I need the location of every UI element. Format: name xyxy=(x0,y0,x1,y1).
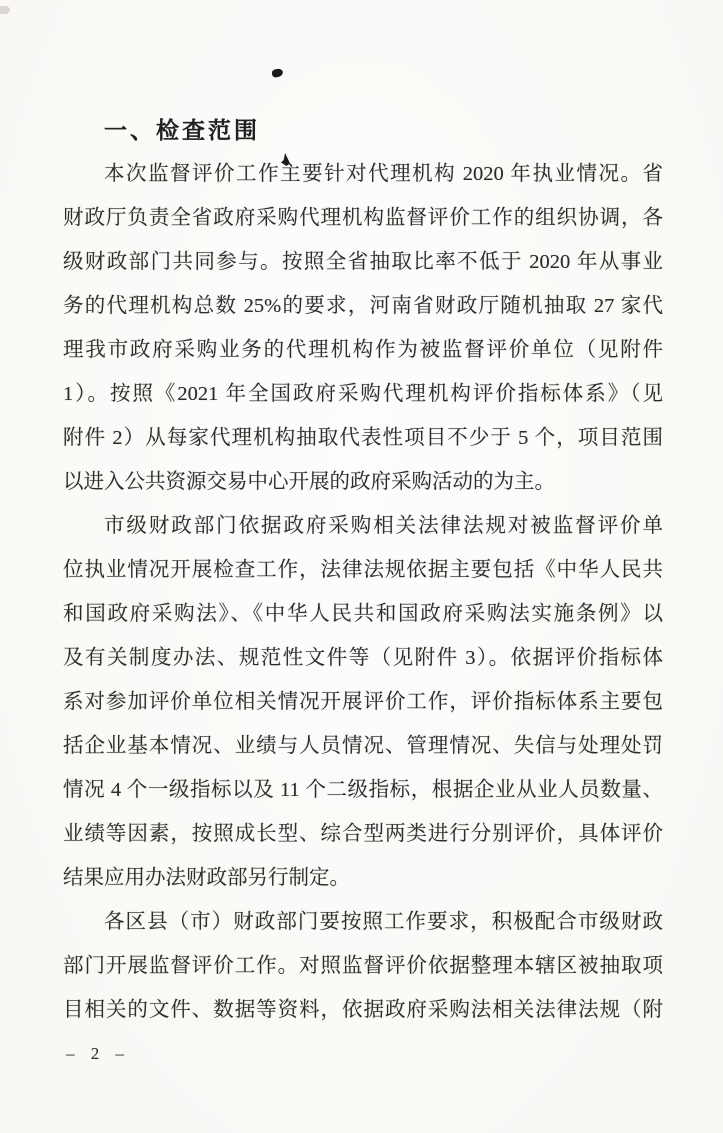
text-line: 位执业情况开展检查工作，法律法规依据主要包括《中华人民共 xyxy=(63,559,663,581)
text-line: 目相关的文件、数据等资料，依据政府采购法相关法律法规（附 xyxy=(63,999,663,1021)
section-heading: 一、检查范围 xyxy=(104,117,260,143)
text-line: 1）。按照《2021 年全国政府采购代理机构评价指标体系》（见 xyxy=(63,383,663,405)
text-line: 业绩等因素，按照成长型、综合型两类进行分别评价，具体评价 xyxy=(63,823,663,845)
ink-blot-mark xyxy=(271,68,283,78)
page-number: – 2 – xyxy=(66,1044,130,1063)
text-line: 以进入公共资源交易中心开展的政府采购活动的为主。 xyxy=(63,471,555,493)
text-line: 本次监督评价工作主要针对代理机构 2020 年执业情况。省 xyxy=(104,163,663,185)
text-line: 系对参加评价单位相关情况开展评价工作，评价指标体系主要包 xyxy=(63,691,663,713)
text-line: 和国政府采购法》、《中华人民共和国政府采购法实施条例》以 xyxy=(63,603,663,625)
text-line: 理我市政府采购业务的代理机构作为被监督评价单位（见附件 xyxy=(63,339,663,361)
text-line: 市级财政部门依据政府采购相关法律法规对被监督评价单 xyxy=(104,515,663,537)
text-line: 务的代理机构总数 25%的要求，河南省财政厅随机抽取 27 家代 xyxy=(63,295,663,317)
text-line: 结果应用办法财政部另行制定。 xyxy=(63,867,350,889)
text-line: 括企业基本情况、业绩与人员情况、管理情况、失信与处理处罚 xyxy=(63,735,663,757)
text-line: 级财政部门共同参与。按照全省抽取比率不低于 2020 年从事业 xyxy=(63,251,663,273)
text-line: 及有关制度办法、规范性文件等（见附件 3）。依据评价指标体 xyxy=(63,647,663,669)
text-line: 部门开展监督评价工作。对照监督评价依据整理本辖区被抽取项 xyxy=(63,955,663,977)
scan-smudge-mark xyxy=(0,6,10,14)
text-line: 财政厅负责全省政府采购代理机构监督评价工作的组织协调，各 xyxy=(63,207,663,229)
text-line: 情况 4 个一级指标以及 11 个二级指标，根据企业从业人员数量、 xyxy=(63,779,663,801)
document-body xyxy=(63,108,663,1032)
text-line: 附件 2）从每家代理机构抽取代表性项目不少于 5 个，项目范围 xyxy=(63,427,663,449)
paragraph-lines xyxy=(63,152,663,1032)
text-line: 各区县（市）财政部门要按照工作要求，积极配合市级财政 xyxy=(104,911,663,933)
